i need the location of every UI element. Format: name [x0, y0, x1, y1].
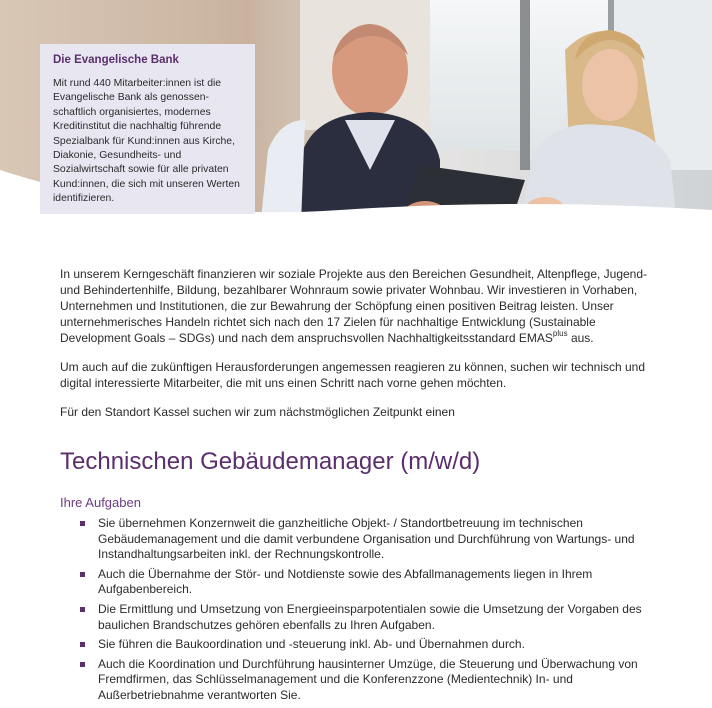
square-bullet-icon [80, 607, 85, 612]
tasks-heading: Ihre Aufgaben [60, 495, 141, 510]
emas-plus-sup: plus [552, 329, 568, 338]
bank-info-box [40, 44, 255, 214]
square-bullet-icon [80, 521, 85, 526]
task-text: Die Ermittlung und Umsetzung von Energieeinsparpotentialen sowie die Umsetzung der Vorgaben des baulichen Brandschutzes gehören ebenfalls zu Ihren Aufgaben. [98, 601, 642, 632]
list-item [80, 567, 660, 598]
list-item [80, 637, 660, 653]
intro-paragraph-3: Für den Standort Kassel suchen wir zum nächstmöglichen Zeitpunkt einen [60, 405, 455, 419]
intro-paragraph-1-end: aus. [567, 331, 594, 345]
task-text: Sie führen die Baukoordination und -steuerung inkl. Ab- und Übernahmen durch. [98, 637, 525, 652]
job-title: Technischen Gebäudemanager (m/w/d) [60, 448, 481, 475]
intro-paragraph-2: Um auch auf die zukünftigen Herausforderungen angemessen reagieren zu können, suchen wir technisch und digital interessierte Mitarbeiter, die mit uns einen Schritt nach vorne gehen möchten. [60, 360, 646, 390]
list-item [80, 657, 660, 704]
square-bullet-icon [80, 662, 85, 667]
tasks-list [80, 516, 660, 708]
list-item [80, 602, 660, 633]
intro-paragraph-1-text: In unserem Kerngeschäft finanzieren wir soziale Projekte aus den Bereichen Gesundheit, Altenpflege, Jugend- und Behindertenhilfe, Bildung, bezahlbarer Wohnraum sowie privater Wohnbau. Wir investieren in Vorhaben, Unternehmen und Institutionen, die zur Bewahrung der Schöpfung einen positiven Beitrag leisten. Unser unternehmerisches Handeln richtet sich nach den 17 Zielen für nachhaltige Entwicklung (Sustainable Development Goals – SDGs) und nach dem anspruchsvollen Nachhaltigkeitsstandard EMAS [60, 267, 648, 345]
square-bullet-icon [80, 572, 85, 577]
intro-section [60, 266, 660, 420]
square-bullet-icon [80, 642, 85, 647]
task-text: Auch die Übernahme der Stör- und Notdienste sowie des Abfallmanagements liegen in Ihrem Aufgabenbereich. [98, 566, 593, 597]
info-box-title: Die Evangelische Bank [53, 54, 179, 66]
task-text: Auch die Koordination und Durchführung hausinterner Umzüge, die Steuerung und Überwachung von Fremdfirmen, das Schlüsselmanagement und die Konferenzzone (Medientechnik) In- und Außerbetriebnahme verantworten Sie. [98, 656, 638, 702]
info-box-text: Mit rund 440 Mitarbeiter:innen ist die Evangelische Bank als genossen-schaftlich organisiertes, modernes Kreditinstitut die nachhaltig führende Spezialbank für Kund:innen aus Kirche, Diakonie, Gesundheits- und Sozialwirtschaft sowie für alle privaten Kund:innen, die sich mit unseren Werten identifizieren. [53, 78, 240, 205]
task-text: Sie übernehmen Konzernweit die ganzheitliche Objekt- / Standortbetreuung im technischen Gebäudemanagement und die damit verbundene Organisation und Durchführung von Wartungs- und Instandhaltungsarbeiten inkl. der Rechnungskontrolle. [98, 516, 635, 562]
list-item [80, 516, 660, 563]
intro-paragraph-1 [60, 266, 660, 346]
